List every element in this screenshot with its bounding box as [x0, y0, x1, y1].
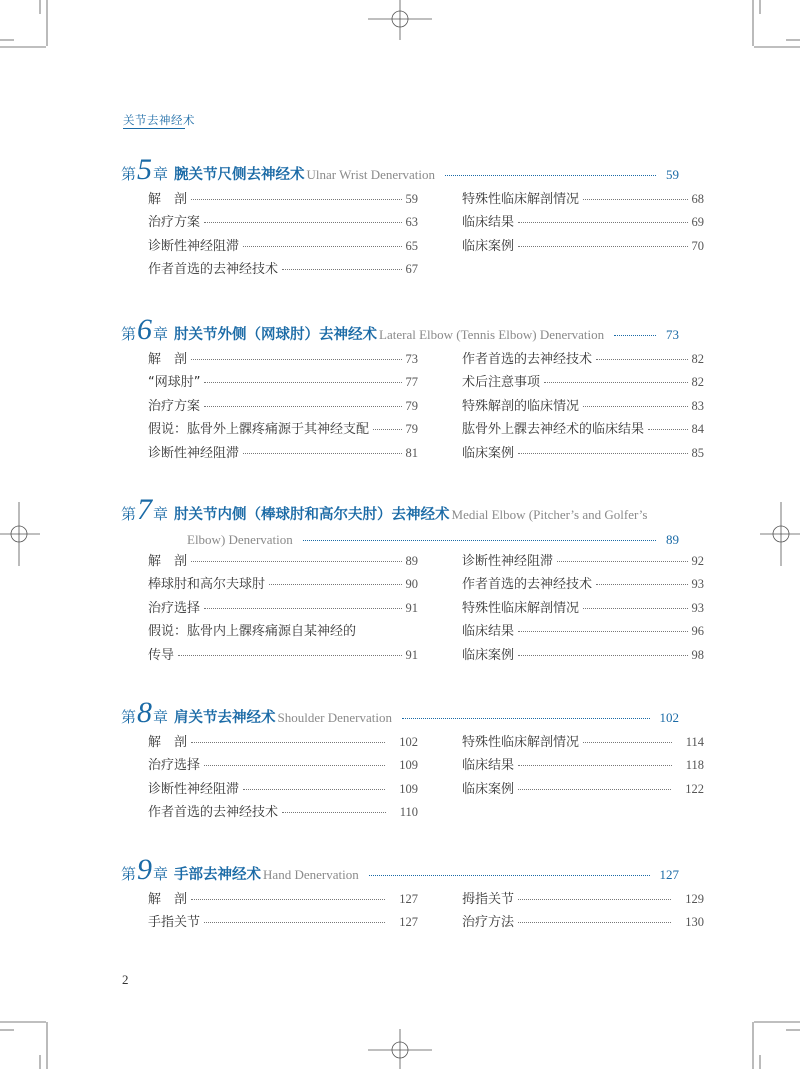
- entry-leader-dots: [204, 382, 401, 383]
- right-column: [462, 348, 704, 465]
- chapter-label-prefix: 第: [121, 507, 137, 523]
- chapter-page: 59: [666, 167, 679, 182]
- toc-entry[interactable]: [148, 731, 418, 754]
- chapter-title-zh: 肩关节去神经术: [174, 710, 276, 726]
- toc-entry[interactable]: [462, 754, 704, 777]
- chapter-title-zh: 手部去神经术: [174, 867, 262, 883]
- entry-leader-dots: [518, 789, 671, 790]
- entry-label: 临床结果: [462, 215, 515, 231]
- entry-label: 假说：肱骨内上髁疼痛源自某神经的: [148, 624, 357, 640]
- entry-leader-dots: [373, 429, 401, 430]
- entry-page: 73: [405, 352, 418, 366]
- entry-leader-dots: [518, 453, 687, 454]
- entry-leader-dots: [583, 608, 687, 609]
- toc-entry[interactable]: [462, 211, 704, 234]
- left-column: [148, 550, 418, 667]
- right-column: [462, 188, 704, 282]
- entry-page: 82: [691, 375, 704, 390]
- entry-label: 拇指关节: [462, 892, 515, 907]
- entry-leader-dots: [191, 561, 401, 562]
- entry-page: 85: [691, 445, 704, 460]
- entry-leader-dots: [648, 429, 687, 430]
- entry-page: 65: [405, 238, 418, 253]
- chapter-leader-dots: [369, 875, 650, 876]
- toc-entry[interactable]: [148, 888, 418, 911]
- entry-page: 83: [691, 398, 704, 413]
- toc-entry[interactable]: [462, 911, 704, 934]
- section-entries: [148, 348, 704, 465]
- entry-leader-dots: [191, 899, 385, 900]
- toc-entry[interactable]: [462, 731, 704, 754]
- chapter-label-prefix: 第: [121, 167, 137, 183]
- running-head: 关节去神经术: [123, 113, 195, 127]
- entry-page: 122: [685, 781, 704, 796]
- chapter-title-en: Medial Elbow (Pitcher’s and Golfer’s: [451, 507, 648, 522]
- entry-page: 109: [399, 781, 418, 796]
- toc-entry[interactable]: [148, 235, 418, 258]
- entry-page: 79: [405, 422, 418, 437]
- entry-page: 127: [399, 915, 418, 930]
- entry-page: 77: [405, 375, 418, 390]
- chapter-9: [121, 853, 704, 935]
- entry-label: 诊断性神经阻滞: [148, 238, 240, 254]
- toc-entry[interactable]: [462, 573, 704, 596]
- entry-leader-dots: [518, 222, 687, 223]
- chapter-leader-dots: [303, 540, 656, 541]
- entry-label: “网球肘”: [148, 375, 201, 391]
- entry-page: 109: [399, 758, 418, 773]
- entry-label: 诊断性神经阻滞: [148, 781, 240, 797]
- left-column: [148, 731, 418, 825]
- entry-label: 诊断性神经阻滞: [462, 554, 554, 569]
- left-column: [148, 348, 418, 465]
- entry-label: 临床案例: [462, 445, 515, 461]
- toc-entry[interactable]: [462, 597, 704, 620]
- entry-leader-dots: [204, 922, 385, 923]
- entry-label: 治疗方法: [462, 915, 515, 931]
- entry-leader-dots: [583, 742, 672, 743]
- chapter-leader-dots: [614, 335, 656, 336]
- entry-leader-dots: [243, 789, 385, 790]
- entry-label: 解 剖: [148, 554, 188, 569]
- right-column: [462, 550, 704, 667]
- entry-label: 解 剖: [148, 735, 188, 750]
- chapter-8: [121, 696, 704, 825]
- entry-page: 114: [685, 735, 704, 749]
- entry-leader-dots: [596, 584, 687, 585]
- entry-page: 98: [691, 647, 704, 662]
- entry-leader-dots: [243, 246, 401, 247]
- chapter-page: 102: [659, 710, 679, 725]
- chapter-title-en: Shoulder Denervation: [277, 710, 392, 725]
- toc-entry[interactable]: [148, 644, 418, 667]
- entry-label: 临床结果: [462, 624, 515, 640]
- entry-leader-dots: [243, 453, 401, 454]
- entry-label: 特殊解剖的临床情况: [462, 398, 580, 414]
- chapter-label-prefix: 第: [121, 867, 137, 883]
- toc-entry[interactable]: [148, 395, 418, 418]
- toc-entry[interactable]: [462, 644, 704, 667]
- entry-label: 棒球肘和高尔夫球肘: [148, 577, 266, 593]
- entry-page: 89: [405, 554, 418, 568]
- toc-entry[interactable]: [148, 348, 418, 371]
- entry-page: 118: [685, 758, 704, 773]
- toc-entry[interactable]: [148, 801, 418, 824]
- chapter-leader-dots: [445, 175, 656, 176]
- section-entries: [148, 188, 704, 282]
- entry-page: 59: [405, 192, 418, 206]
- entry-page: 69: [691, 215, 704, 230]
- entry-page: 63: [405, 215, 418, 230]
- entry-leader-dots: [583, 406, 687, 407]
- entry-page: 84: [691, 422, 704, 437]
- entry-leader-dots: [518, 246, 687, 247]
- toc-entry[interactable]: [148, 188, 418, 211]
- left-column: [148, 188, 418, 282]
- entry-leader-dots: [583, 199, 687, 200]
- entry-label: 诊断性神经阻滞: [148, 445, 240, 461]
- right-column: [462, 888, 704, 935]
- entry-page: 129: [685, 892, 704, 906]
- entry-page: 110: [399, 805, 418, 820]
- chapter-title-zh: 肘关节内侧（棒球肘和高尔夫肘）去神经术: [174, 507, 450, 523]
- entry-leader-dots: [191, 199, 401, 200]
- entry-leader-dots: [204, 222, 401, 223]
- section-entries: [148, 731, 704, 825]
- chapter-number: 6: [137, 313, 153, 346]
- entry-leader-dots: [518, 631, 687, 632]
- chapter-title-zh: 腕关节尺侧去神经术: [174, 167, 305, 183]
- entry-label: 临床案例: [462, 647, 515, 663]
- entry-leader-dots: [204, 406, 401, 407]
- entry-label: 特殊性临床解剖情况: [462, 735, 580, 750]
- entry-page: 130: [685, 915, 704, 930]
- entry-page: 127: [399, 892, 418, 906]
- entry-page: 79: [405, 398, 418, 413]
- toc-entry[interactable]: [148, 211, 418, 234]
- page-number: 2: [122, 972, 129, 987]
- entry-leader-dots: [204, 765, 385, 766]
- entry-label: 治疗选择: [148, 758, 201, 774]
- entry-label: 作者首选的去神经技术: [462, 577, 593, 593]
- entry-leader-dots: [191, 359, 401, 360]
- chapter-number: 8: [137, 696, 153, 729]
- chapter-label-suffix: 章: [153, 867, 169, 883]
- toc-entry[interactable]: [148, 620, 418, 643]
- toc-entry[interactable]: [462, 348, 704, 371]
- chapter-7: [121, 493, 704, 667]
- entry-page: 82: [691, 352, 704, 366]
- toc-entry[interactable]: [462, 778, 704, 801]
- entry-label: 治疗选择: [148, 600, 201, 616]
- entry-leader-dots: [557, 561, 687, 562]
- entry-leader-dots: [204, 608, 401, 609]
- entry-label: 临床案例: [462, 238, 515, 254]
- entry-label: 解 剖: [148, 352, 188, 367]
- chapter-title-zh: 肘关节外侧（网球肘）去神经术: [174, 327, 378, 343]
- toc-entry[interactable]: [148, 258, 418, 281]
- chapter-number: 7: [137, 493, 153, 526]
- chapter-page: 89: [666, 532, 679, 547]
- chapter-title-en: Hand Denervation: [263, 867, 359, 882]
- right-column: [462, 731, 704, 825]
- entry-label: 解 剖: [148, 192, 188, 207]
- toc-entry[interactable]: [462, 418, 704, 441]
- entry-label: 特殊性临床解剖情况: [462, 192, 580, 207]
- entry-label: 手指关节: [148, 915, 201, 931]
- entry-page: 70: [691, 238, 704, 253]
- entry-leader-dots: [518, 922, 671, 923]
- chapter-label-suffix: 章: [153, 710, 169, 726]
- section-entries: [148, 888, 704, 935]
- toc-entry[interactable]: [462, 620, 704, 643]
- chapter-heading[interactable]: [121, 696, 679, 731]
- entry-page: 68: [691, 192, 704, 206]
- chapter-heading[interactable]: [121, 493, 679, 550]
- entry-leader-dots: [178, 655, 401, 656]
- chapter-heading[interactable]: [121, 853, 679, 888]
- entry-label: 传导: [148, 647, 175, 663]
- chapter-heading[interactable]: [121, 153, 679, 188]
- toc-entry[interactable]: [148, 911, 418, 934]
- entry-page: 93: [691, 577, 704, 592]
- entry-leader-dots: [191, 742, 385, 743]
- entry-label: 临床结果: [462, 758, 515, 774]
- chapter-label-prefix: 第: [121, 327, 137, 343]
- entry-label: 作者首选的去神经技术: [148, 805, 279, 821]
- toc-entry[interactable]: [148, 754, 418, 777]
- toc-entry[interactable]: [462, 442, 704, 465]
- chapter-label-suffix: 章: [153, 327, 169, 343]
- left-column: [148, 888, 418, 935]
- running-head-rule: [123, 128, 185, 129]
- entry-page: 91: [405, 647, 418, 662]
- toc-entry[interactable]: [462, 371, 704, 394]
- entry-label: 治疗方案: [148, 215, 201, 231]
- entry-label: 术后注意事项: [462, 375, 541, 391]
- chapter-title-en: Lateral Elbow (Tennis Elbow) Denervation: [379, 327, 605, 342]
- toc-entry[interactable]: [148, 371, 418, 394]
- toc-entry[interactable]: [462, 550, 704, 573]
- toc-entry[interactable]: [462, 188, 704, 211]
- entry-page: 102: [399, 735, 418, 749]
- entry-label: 作者首选的去神经技术: [148, 262, 279, 278]
- entry-leader-dots: [269, 584, 401, 585]
- entry-leader-dots: [282, 812, 386, 813]
- entry-label: 肱骨外上髁去神经术的临床结果: [462, 422, 645, 438]
- chapter-heading[interactable]: [121, 313, 679, 348]
- entry-page: 91: [405, 600, 418, 615]
- entry-page: 67: [405, 262, 418, 277]
- chapter-number: 9: [137, 853, 153, 886]
- entry-label: 解 剖: [148, 892, 188, 907]
- chapter-6: [121, 313, 704, 465]
- entry-leader-dots: [518, 655, 687, 656]
- toc-entry[interactable]: [462, 235, 704, 258]
- toc-entry[interactable]: [148, 597, 418, 620]
- entry-label: 治疗方案: [148, 398, 201, 414]
- section-entries: [148, 550, 704, 667]
- entry-label: 临床案例: [462, 781, 515, 797]
- chapter-page: 127: [659, 867, 679, 882]
- entry-leader-dots: [596, 359, 687, 360]
- chapter-label-prefix: 第: [121, 710, 137, 726]
- toc-entry[interactable]: [148, 442, 418, 465]
- chapter-title-en-continued: Elbow) Denervation: [187, 532, 293, 547]
- entry-leader-dots: [518, 899, 671, 900]
- chapter-title-en: Ulnar Wrist Denervation: [306, 167, 436, 182]
- toc-entry[interactable]: [148, 573, 418, 596]
- chapter-number: 5: [137, 153, 153, 186]
- toc-entry[interactable]: [148, 778, 418, 801]
- entry-label: 假说：肱骨外上髁疼痛源于其神经支配: [148, 422, 370, 438]
- chapter-label-suffix: 章: [153, 507, 169, 523]
- entry-page: 81: [405, 445, 418, 460]
- chapter-leader-dots: [402, 718, 650, 719]
- entry-leader-dots: [518, 765, 672, 766]
- entry-page: 93: [691, 600, 704, 615]
- toc-entry[interactable]: [148, 418, 418, 441]
- chapter-page: 73: [666, 327, 679, 342]
- toc-entry[interactable]: [148, 550, 418, 573]
- entry-page: 90: [405, 577, 418, 592]
- entry-leader-dots: [544, 382, 687, 383]
- entry-label: 作者首选的去神经技术: [462, 352, 593, 367]
- entry-page: 92: [691, 554, 704, 568]
- chapter-5: [121, 153, 704, 282]
- toc-entry[interactable]: [462, 888, 704, 911]
- toc-entry[interactable]: [462, 395, 704, 418]
- entry-leader-dots: [282, 269, 401, 270]
- entry-label: 特殊性临床解剖情况: [462, 600, 580, 616]
- chapter-label-suffix: 章: [153, 167, 169, 183]
- entry-page: 96: [691, 624, 704, 639]
